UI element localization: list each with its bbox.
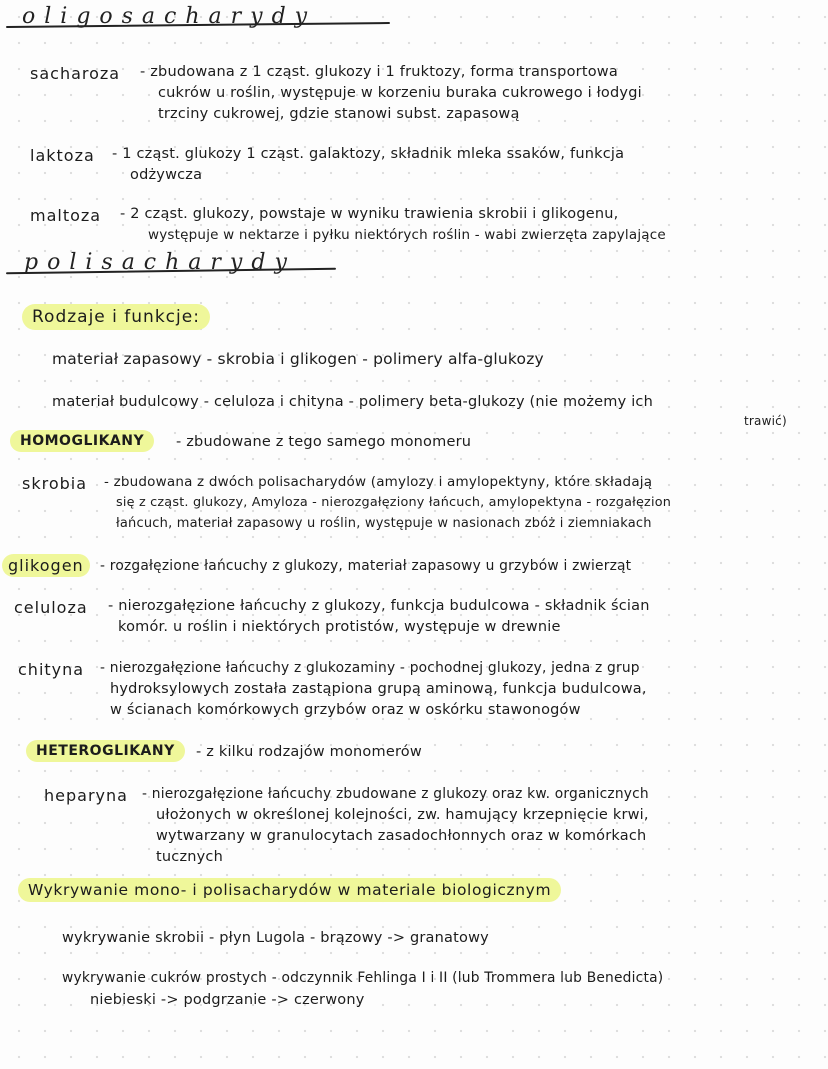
heteroglikany-desc: - z kilku rodzajów monomerów (196, 744, 422, 760)
heading-polisacharydy: polisacharydy (24, 250, 296, 275)
laktoza-line-1: - 1 cząst. glukozy 1 cząst. galaktozy, składnik mleka ssaków, funkcja (112, 146, 625, 162)
celuloza-line-1: - nierozgałęzione łańcuchy z glukozy, funkcja budulcowa - składnik ścian (108, 598, 650, 614)
term-heparyna: heparyna (44, 786, 128, 805)
skrobia-line-1: - zbudowana z dwóch polisacharydów (amylozy i amylopektyny, które składają (104, 474, 653, 490)
material-budulcowy-line-2: trawić) (744, 414, 787, 428)
term-celuloza: celuloza (14, 598, 88, 617)
chityna-line-2: hydroksylowych została zastąpiona grupą aminową, funkcja budulcowa, (110, 681, 647, 697)
chityna-line-3: w ścianach komórkowych grzybów oraz w oskórku stawonogów (110, 702, 581, 718)
homoglikany-desc: - zbudowane z tego samego monomeru (176, 434, 472, 450)
heparyna-line-4: tucznych (156, 849, 223, 865)
heparyna-line-3: wytwarzany w granulocytach zasadochłonnych oraz w komórkach (156, 828, 647, 844)
wykrywanie-cukrow-line-1: wykrywanie cukrów prostych - odczynnik Fehlinga I i II (lub Trommera lub Benedicta) (62, 970, 664, 986)
sacharoza-line-1: - zbudowana z 1 cząst. glukozy i 1 fruktozy, forma transportowa (140, 64, 618, 80)
skrobia-line-2: się z cząst. glukozy, Amyloza - nierozgałęziony łańcuch, amylopektyna - rozgałęzion (116, 495, 672, 510)
term-laktoza: laktoza (30, 146, 95, 165)
heading-oligosacharydy: oligosacharydy (22, 4, 317, 29)
term-chityna: chityna (18, 660, 85, 679)
sacharoza-line-3: trzciny cukrowej, gdzie stanowi subst. zapasową (158, 106, 520, 122)
wykrywanie-skrobii-line: wykrywanie skrobii - płyn Lugola - brązowy -> granatowy (62, 930, 489, 946)
wykrywanie-heading (18, 880, 561, 899)
material-budulcowy-line-1: materiał budulcowy - celuloza i chityna - polimery beta-glukozy (nie możemy ich (52, 394, 653, 410)
term-glikogen (2, 556, 90, 575)
skrobia-line-3: łańcuch, materiał zapasowy u roślin, występuje w nasionach zbóż i ziemniakach (116, 516, 652, 531)
rodzaje-heading-text: Rodzaje i funkcje: (22, 304, 210, 330)
term-maltoza: maltoza (30, 206, 102, 225)
heteroglikany-label-text: HETEROGLIKANY (26, 740, 185, 762)
maltoza-line-2: występuje w nektarze i pyłku niektórych roślin - wabi zwierzęta zapylające (148, 227, 666, 243)
sacharoza-line-2: cukrów u roślin, występuje w korzeniu buraka cukrowego i łodygi (158, 85, 642, 101)
material-zapasowy-line: materiał zapasowy - skrobia i glikogen - polimery alfa-glukozy (52, 350, 544, 368)
wykrywanie-heading-text: Wykrywanie mono- i polisacharydów w materiale biologicznym (18, 878, 561, 902)
term-sacharoza: sacharoza (30, 64, 121, 83)
glikogen-line-1: - rozgałęzione łańcuchy z glukozy, materiał zapasowy u grzybów i zwierząt (100, 558, 632, 574)
wykrywanie-cukrow-line-2: niebieski -> podgrzanie -> czerwony (90, 992, 365, 1008)
homoglikany-label (10, 430, 154, 449)
celuloza-line-2: komór. u roślin i niektórych protistów, występuje w drewnie (118, 619, 561, 635)
term-glikogen-text: glikogen (2, 554, 90, 577)
heparyna-line-1: - nierozgałęzione łańcuchy zbudowane z glukozy oraz kw. organicznych (142, 786, 649, 802)
chityna-line-1: - nierozgałęzione łańcuchy z glukozaminy - pochodnej glukozy, jedna z grup (100, 660, 640, 676)
homoglikany-label-text: HOMOGLIKANY (10, 430, 154, 452)
term-skrobia: skrobia (22, 474, 88, 493)
heteroglikany-label (26, 740, 185, 759)
maltoza-line-1: - 2 cząst. glukozy, powstaje w wyniku trawienia skrobii i glikogenu, (120, 206, 619, 222)
laktoza-line-2: odżywcza (130, 167, 203, 183)
rodzaje-heading (22, 307, 210, 327)
heparyna-line-2: ułożonych w określonej kolejności, zw. hamujący krzepnięcie krwi, (156, 807, 649, 823)
